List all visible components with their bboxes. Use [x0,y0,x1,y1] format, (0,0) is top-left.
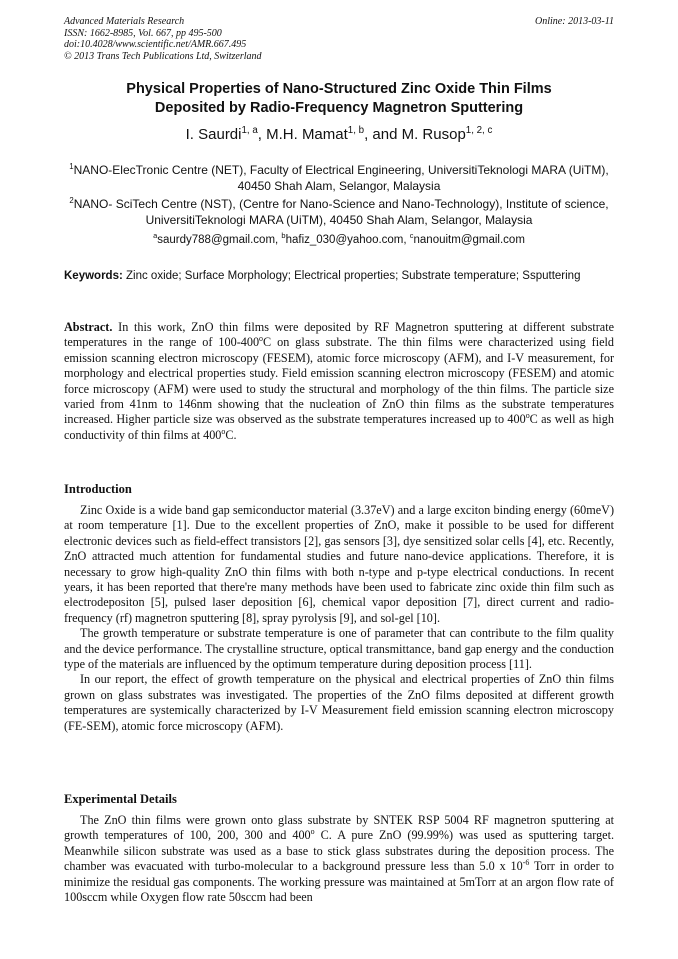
abstract-text-4: C. [225,427,237,442]
author-affil-sup: 1, b [347,125,365,136]
email-sup: a [153,231,158,241]
paper-title [40,80,638,117]
affiliation-text: NANO-ElecTronic Centre (NET), Faculty of Electrical Engineering, UniversitiTeknologi MARA (UiTM), 40450 Shah Alam, Selangor, Malaysia [73,163,609,193]
degree-sup: o [259,334,264,344]
author-separator: , and [364,126,402,143]
affiliation-sup: 2 [69,196,74,205]
affiliation-2 [60,197,618,228]
author-name: I. Saurdi [185,126,242,143]
email-sup: c [409,231,414,241]
author-list [40,126,638,144]
introduction-paragraph-2: The growth temperature or substrate temperature is one of parameter that can contribute to the film quality and the device performance. The crystalline structure, optical transmittance, band gap energy and the conduction type of the materials are influenced by the optimum temperature during deposition process [11]. [64,626,614,672]
experimental-text-2: C. A pure ZnO (99.99%) was used as sputtering target. Meanwhile silicon substrate was used as a base to stick glass substrates during the deposition process. The chamber was evacuated with turbo-molecular to a background pressure less than 5.0 x 10 [64,828,615,874]
degree-sup: o [221,426,226,436]
author-affil-sup: 1, a [241,125,258,136]
author-name: M. Rusop [401,126,466,143]
experimental-paragraph-1 [64,813,614,905]
keywords-text: Zinc oxide; Surface Morphology; Electrical properties; Substrate temperature; Ssputtering [126,270,581,282]
title-line-1: Physical Properties of Nano-Structured Zinc Oxide Thin Films [126,81,552,97]
journal-name: Advanced Materials Research [64,16,185,27]
abstract-text-1: In this work, ZnO thin films were deposited by RF Magnetron sputtering at different substrate temperatures in the range of 100-400 [64,320,615,350]
title-line-2: Deposited by Radio-Frequency Magnetron Sputtering [154,99,524,116]
email-address[interactable]: saurdy788@gmail.com [157,234,276,246]
author-separator: , [257,126,267,143]
introduction-paragraph-1: Zinc Oxide is a wide band gap semiconductor material (3.37eV) and a large exciton binding energy (60meV) at room temperature [1]. Due to the excellent properties of ZnO, make it possible to be used for different electronic devices such as field-effect transistors [2], gas sensors [3], dye sensitized solar cells [4], etc. Recently, ZnO attracted much attention for fundamental studies and future nano-device applications. Therefore, it is necessary to grow high-quality ZnO thin films with both n-type and p-type electrical conductions. In recent years, it has been reported that there're many methods have been used to fabricate zinc oxide thin film such as electrodepositon [5], pulsed laser deposition [6], chemical vapor deposition [7], direct current and radio-frequency (rf) magnetron sputtering [8], spray pyrolysis [9], and sol-gel [10]. [64,503,614,625]
online-date: Online: 2013-03-11 [535,16,614,27]
abstract-text-3: C as well as high conductivity of thin films at 400 [64,412,614,442]
affiliation-sup: 1 [69,162,74,171]
email-address[interactable]: hafiz_030@yahoo.com [285,234,404,246]
keywords-label: Keywords: [64,270,123,282]
abstract [64,320,614,443]
introduction-heading: Introduction [64,482,132,496]
copyright-line: © 2013 Trans Tech Publications Ltd, Switzerland [64,50,262,62]
abstract-label: Abstract. [64,320,113,334]
abstract-text-2: C on glass substrate. The thin films were characterized using field emission scanning electron microscopy (FESEM), atomic force microscopy (AFM), and I-V measurement, for morphology and electrical properties study. Field emission scanning electron microscopy (FESEM) and atomic force microscopy (AFM) were used to study the structural and morphology of the thin films. The particle size varied from 41nm to 146nm showing that the nucleation of ZnO thin films as the substrate temperatures increased. Higher particle size was observed as the substrate temperatures increased up to 400 [64,335,614,427]
introduction-paragraph-3: In our report, the effect of growth temperature on the physical and electrical properties of ZnO thin films grown on glass substrates was investigated. The properties of the ZnO films deposited at different growth temperatures are systemically characterized by I-V Measurement field emission scanning electron microscopy (FE-SEM), atomic force microscopy (AFM). [64,672,614,733]
author-affil-sup: 1, 2, c [465,125,493,136]
introduction-section [64,481,614,734]
email-address[interactable]: nanouitm@gmail.com [413,234,525,246]
affiliation-1 [60,163,618,194]
email-list: $^a$saurdy788@gmail.com, $^b$hafiz_030@yahoo.com, $^c$nanouitm@gmail.com [153,231,525,246]
experimental-section [64,791,614,905]
author-name: M.H. Mamat [266,126,348,143]
keywords [64,269,614,284]
journal-header [64,16,614,62]
degree-sup: o [525,411,530,421]
affiliation-text: NANO- SciTech Centre (NST), (Centre for Nano-Science and Nano-Technology), Institute of science, UniversitiTeknologi MARA (UiTM), 40450 Shah Alam, Selangor, Malaysia [73,197,609,227]
email-sup: b [281,231,286,241]
experimental-text-3: Torr in order to minimize the residual gas components. The working pressure was maintained at 5mTorr at an argon flow rate of 100sccm while Oxygen flow rate 50sccm had been [64,859,614,905]
degree-sup: o [310,827,315,837]
experimental-heading: Experimental Details [64,792,177,806]
experimental-text-1: The ZnO thin films were grown onto glass substrate by SNTEK RSP 5004 RF magnetron sputtering at growth temperatures of 100, 200, 300 and 400 [64,813,614,843]
issn-line: ISSN: 1662-8985, Vol. 667, pp 495-500 [64,27,222,39]
exponent-sup: -6 [522,858,530,868]
doi-line[interactable]: doi:10.4028/www.scientific.net/AMR.667.495 [64,39,247,50]
